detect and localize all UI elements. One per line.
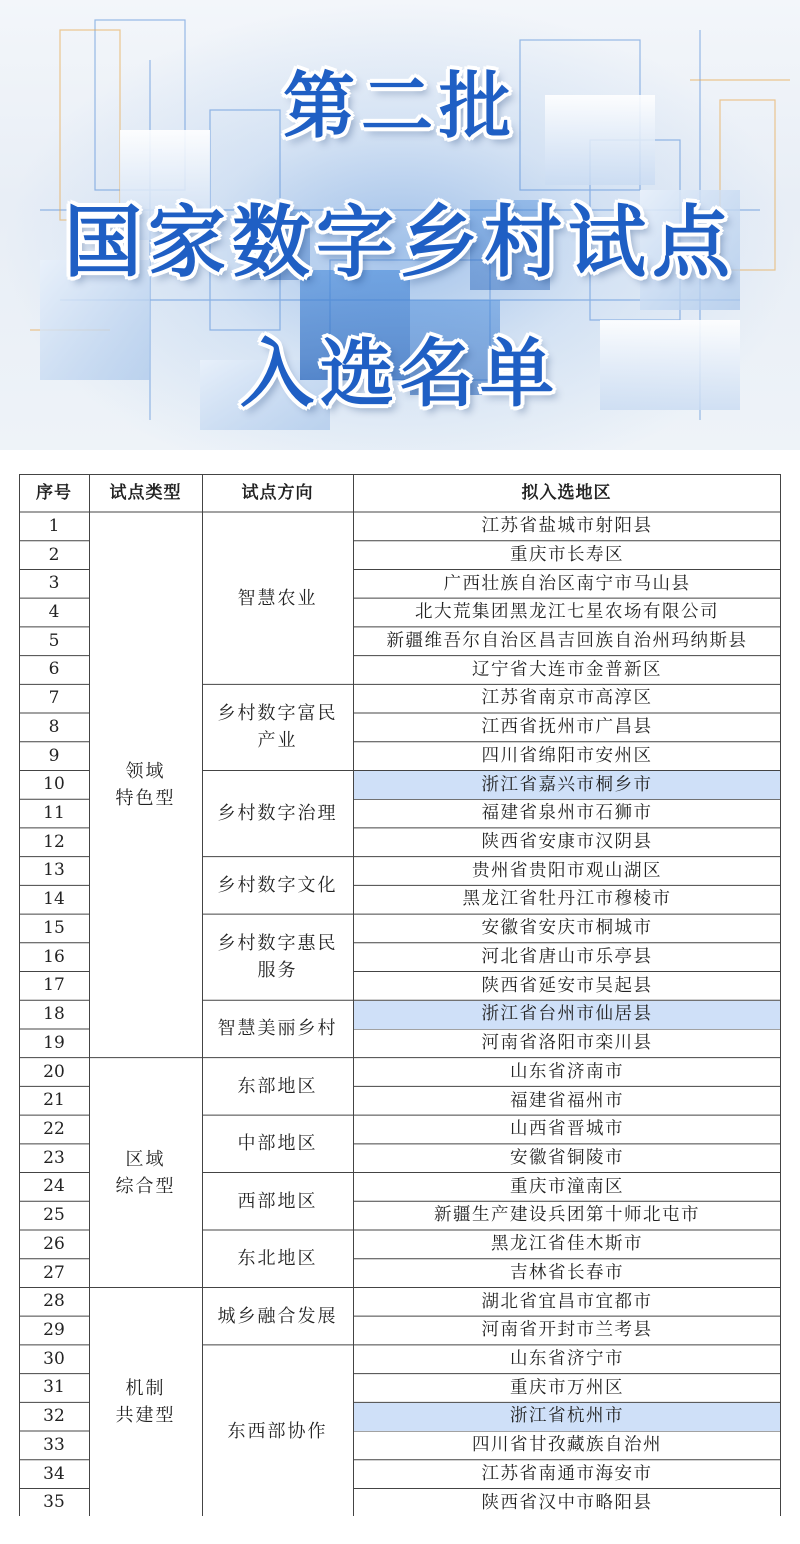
pilot-direction-cell [202,1173,353,1230]
region-cell: 广西壮族自治区南宁市马山县 [443,573,691,594]
region-cell: 重庆市万州区 [510,1377,624,1398]
pilot-direction-cell-line: 城乡融合发展 [217,1305,338,1327]
pilot-direction-cell-line: 智慧美丽乡村 [217,1018,338,1040]
pilot-direction-cell [202,857,353,914]
pilot-direction-cell [202,1000,353,1057]
region-cell: 重庆市长寿区 [510,544,624,565]
pilot-type-cell [89,1058,202,1288]
pilot-direction-cell [202,1058,353,1115]
pilot-type-cell [89,1287,202,1517]
row-number: 8 [48,716,60,737]
pilot-direction-cell-line: 乡村数字惠民 [217,933,338,955]
region-cell: 福建省泉州市石狮市 [481,803,653,824]
row-number: 3 [48,573,60,594]
row-number: 15 [43,917,65,938]
region-cell: 河南省洛阳市栾川县 [481,1033,653,1054]
row-number: 28 [43,1291,65,1312]
pilot-direction-cell-line: 服务 [257,960,298,982]
pilot-direction-cell [202,1287,353,1344]
row-number: 29 [43,1320,65,1341]
region-cell: 陕西省延安市吴起县 [481,975,653,996]
row-number: 34 [43,1463,65,1484]
row-number: 22 [43,1118,65,1139]
region-cell: 湖北省宜昌市宜都市 [481,1291,653,1312]
row-number: 1 [48,515,60,536]
pilot-direction-cell-line: 东北地区 [237,1248,318,1270]
header-pilot-direction: 试点方向 [241,482,314,503]
region-cell: 北大荒集团黑龙江七星农场有限公司 [415,602,719,623]
pilot-direction-cell-line: 产业 [257,730,298,752]
row-number: 5 [48,630,60,651]
pilot-direction-cell-line: 中部地区 [237,1133,318,1155]
pilot-direction-cell-line: 乡村数字富民 [217,703,338,725]
region-cell: 吉林省长春市 [510,1262,624,1283]
header-serial: 序号 [36,482,72,503]
region-cell: 四川省甘孜藏族自治州 [472,1435,662,1456]
pilot-type-cell-line: 共建型 [115,1405,176,1427]
pilot-direction-cell-line: 东部地区 [237,1075,318,1097]
header-banner [0,0,800,450]
pilot-direction-cell [202,684,353,770]
pilot-direction-cell [202,512,353,684]
region-cell: 黑龙江省佳木斯市 [491,1234,643,1255]
region-cell: 安徽省安庆市桐城市 [481,918,653,939]
row-number: 24 [43,1176,65,1197]
region-cell: 四川省绵阳市安州区 [481,745,653,766]
region-cell: 山东省济宁市 [510,1348,624,1369]
region-cell: 新疆生产建设兵团第十师北屯市 [434,1205,700,1226]
region-cell: 黑龙江省牡丹江市穆棱市 [462,889,672,910]
header-region: 拟入选地区 [521,482,612,503]
region-cell: 福建省福州市 [510,1090,624,1111]
row-number: 9 [48,745,60,766]
row-number: 6 [48,659,60,680]
pilot-direction-cell-line: 智慧农业 [237,587,318,609]
region-cell: 江苏省盐城市射阳县 [481,516,653,537]
pilot-direction-cell [202,770,353,856]
row-number: 35 [43,1492,65,1513]
row-number: 26 [43,1233,65,1254]
region-cell: 山东省济南市 [510,1061,624,1082]
row-number: 23 [43,1147,65,1168]
row-number: 16 [43,946,65,967]
row-number: 21 [43,1090,65,1111]
region-cell: 河南省开封市兰考县 [481,1320,653,1341]
header-pilot-type: 试点类型 [109,482,182,503]
region-cell: 河北省唐山市乐亭县 [481,946,653,967]
row-number: 11 [43,803,65,824]
row-number: 30 [43,1348,65,1369]
row-number: 31 [43,1377,65,1398]
row-number: 25 [43,1205,65,1226]
region-cell: 江苏省南通市海安市 [481,1463,653,1484]
row-number: 2 [48,544,60,565]
row-number: 18 [43,1004,65,1025]
region-cell: 江西省抚州市广昌县 [481,717,653,738]
region-cell: 浙江省杭州市 [354,1403,780,1431]
region-cell: 江苏省南京市高淳区 [481,688,653,709]
row-number: 27 [43,1262,65,1283]
pilot-type-cell-line: 特色型 [115,787,176,809]
region-cell: 新疆维吾尔自治区昌吉回族自治州玛纳斯县 [386,630,748,651]
pilot-direction-cell-line: 乡村数字文化 [217,874,338,896]
pilot-direction-cell-line: 西部地区 [237,1190,318,1212]
region-cell: 陕西省安康市汉阴县 [481,832,653,853]
region-cell: 陕西省汉中市略阳县 [481,1492,653,1513]
region-cell: 浙江省嘉兴市桐乡市 [354,771,780,799]
pilot-direction-cell-line: 东西部协作 [227,1420,328,1442]
region-cell: 安徽省铜陵市 [510,1147,624,1168]
region-cell: 山西省晋城市 [510,1119,624,1140]
row-number: 33 [43,1434,65,1455]
row-number: 13 [43,860,65,881]
pilot-direction-cell [202,914,353,1000]
pilot-direction-cell [202,1115,353,1172]
row-number: 7 [48,688,60,709]
banner-title-line-2: 国家数字乡村试点 [63,198,736,288]
pilot-direction-cell [202,1345,353,1517]
row-number: 14 [43,889,65,910]
banner-title-line-3: 入选名单 [240,331,560,417]
row-number: 32 [43,1406,65,1427]
pilot-type-cell-line: 机制 [125,1378,166,1400]
region-cell: 辽宁省大连市金普新区 [472,659,662,680]
row-number: 17 [43,975,65,996]
row-number: 19 [43,1032,65,1053]
row-number: 12 [43,831,65,852]
banner-title-line-1: 第二批 [282,64,517,148]
row-number: 20 [43,1061,65,1082]
pilot-type-cell-line: 领域 [125,760,166,782]
pilot-direction-cell-line: 乡村数字治理 [217,803,338,825]
region-cell: 贵州省贵阳市观山湖区 [472,860,662,881]
pilot-direction-cell [202,1230,353,1287]
pilot-type-cell-line: 区域 [125,1148,166,1170]
row-number: 4 [48,602,60,623]
pilot-type-cell [89,512,202,1058]
pilot-type-cell-line: 综合型 [115,1175,176,1197]
region-cell: 重庆市潼南区 [510,1176,624,1197]
region-cell: 浙江省台州市仙居县 [354,1001,780,1029]
row-number: 10 [43,774,65,795]
